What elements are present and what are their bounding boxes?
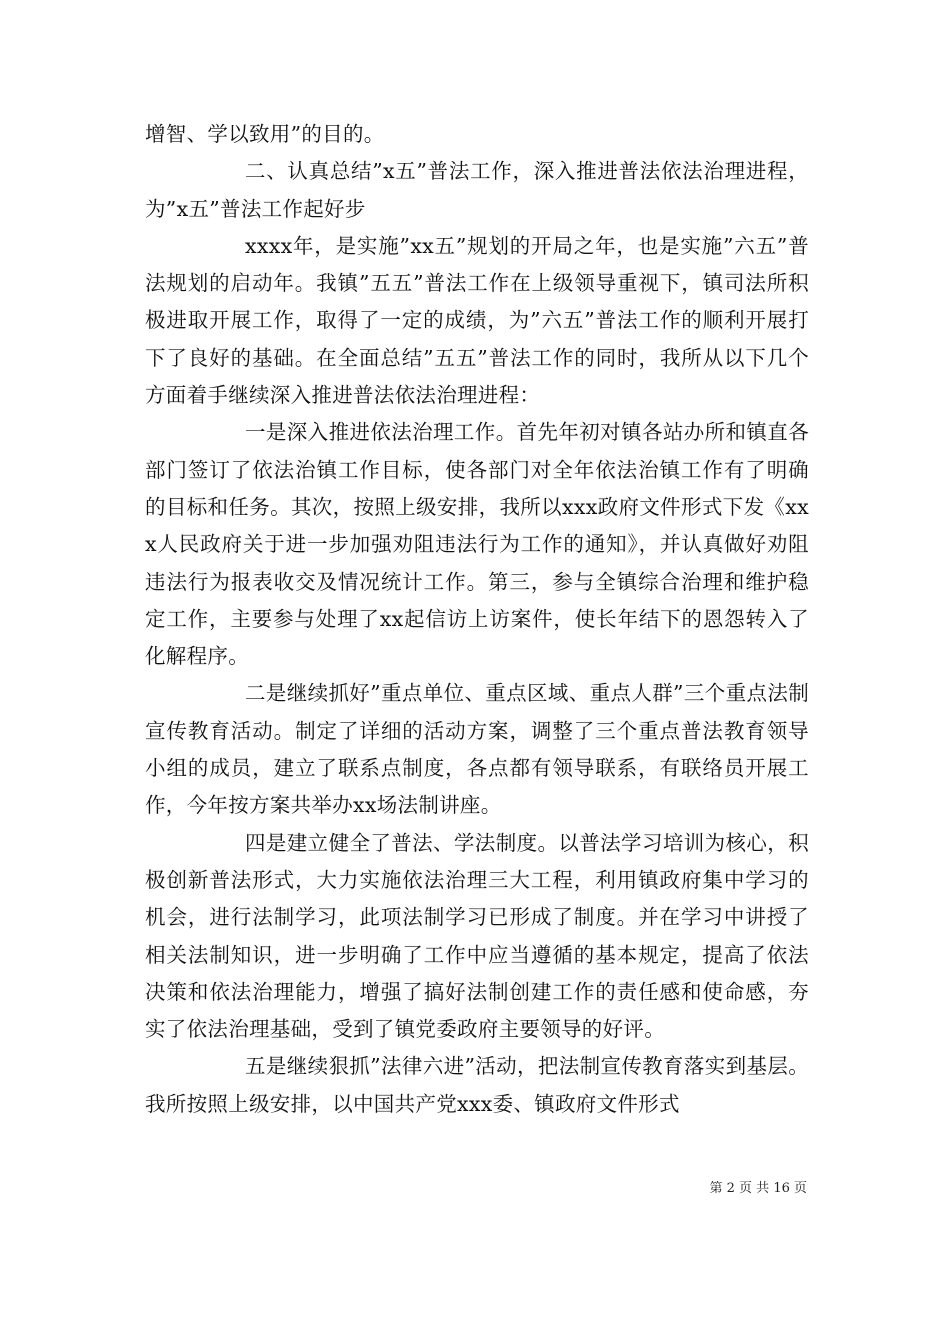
paragraph-point-2: 二是继续抓好”重点单位、重点区域、重点人群”三个重点法制宣传教育活动。制定了详细的活动方案，调整了三个重点普法教育领导小组的成员，建立了联系点制度，各点都有领导联系，有联络员开展工作，今年按方案共举办xx场法制讲座。: [145, 681, 809, 818]
paragraph-point-4: 四是建立健全了普法、学法制度。以普法学习培训为核心，积极创新普法形式，大力实施依法治理三大工程，利用镇政府集中学习的机会，进行法制学习，此项法制学习已形成了制度。并在学习中讲授了相关法制知识，进一步明确了工作中应当遵循的基本规定，提高了依法决策和依法治理能力，增强了搞好法制创建工作的责任感和使命感，夯实了依法治理基础，受到了镇党委政府主要领导的好评。: [145, 830, 809, 1042]
paragraph-point-5: 五是继续狠抓”法律六进”活动，把法制宣传教育落实到基层。我所按照上级安排，以中国共产党xxx委、镇政府文件形式: [145, 1054, 809, 1116]
paragraph-intro: xxxx年，是实施”xx五”规划的开局之年，也是实施”六五”普法规划的启动年。我镇”五五”普法工作在上级领导重视下，镇司法所积极进取开展工作，取得了一定的成绩，为”六五”普法工作的顺利开展打下了良好的基础。在全面总结”五五”普法工作的同时，我所从以下几个方面着手继续深入推进普法依法治理进程：: [145, 233, 809, 408]
document-body: [145, 116, 809, 1123]
section-heading: 二、认真总结”x五”普法工作，深入推进普法依法治理进程，为”x五”普法工作起好步: [145, 159, 809, 221]
paragraph-point-1: 一是深入推进依法治理工作。首先年初对镇各站办所和镇直各部门签订了依法治镇工作目标，使各部门对全年依法治镇工作有了明确的目标和任务。其次，按照上级安排，我所以xxx政府文件形式下发《xxx人民政府关于进一步加强劝阻违法行为工作的通知》，并认真做好劝阻违法行为报表收交及情况统计工作。第三，参与全镇综合治理和维护稳定工作，主要参与处理了xx起信访上访案件，使长年结下的恩怨转入了化解程序。: [145, 420, 809, 669]
page-number-footer: 第 2 页 共 16 页: [709, 1181, 807, 1196]
paragraph-1: 增智、学以致用”的目的。: [145, 122, 385, 146]
